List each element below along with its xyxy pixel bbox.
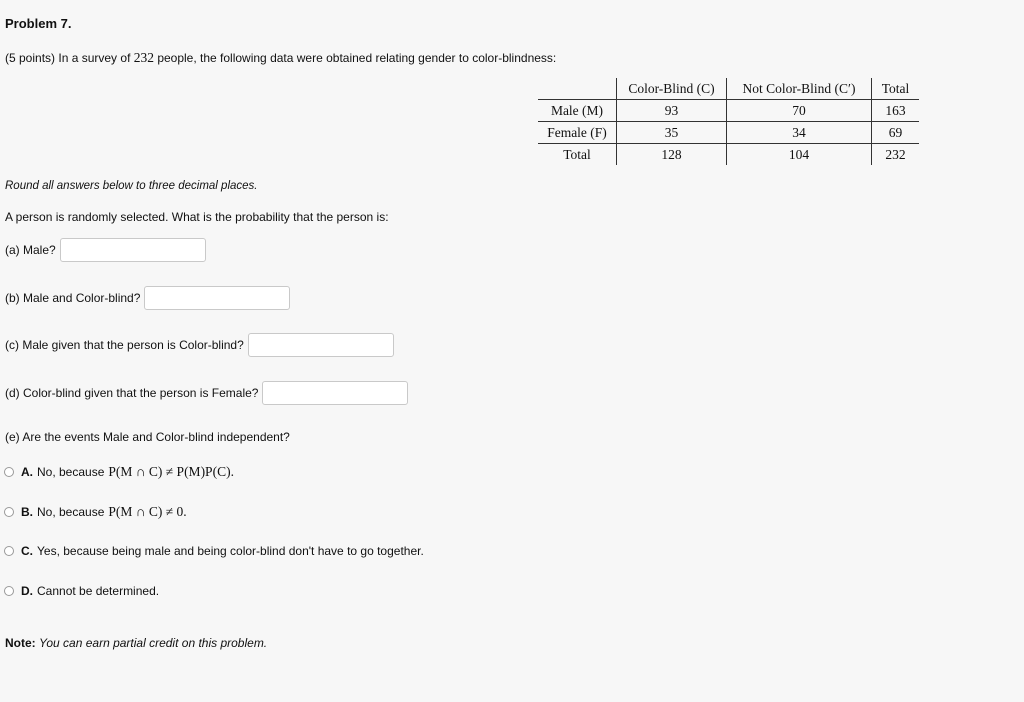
rounding-instruction: Round all answers below to three decimal places. bbox=[5, 180, 258, 192]
table-cell: 69 bbox=[872, 122, 920, 144]
question-b bbox=[5, 286, 290, 310]
table-row bbox=[538, 100, 919, 122]
table-cell: 93 bbox=[617, 100, 727, 122]
problem-intro bbox=[5, 50, 556, 66]
table-row bbox=[538, 144, 919, 166]
question-e-label: (e) Are the events Male and Color-blind independent? bbox=[5, 430, 290, 444]
intro-text-after: people, the following data were obtained relating gender to color-blindness: bbox=[153, 51, 557, 65]
points-label: (5 points) bbox=[5, 51, 56, 65]
option-b-math: P(M ∩ C) ≠ 0. bbox=[108, 504, 187, 519]
option-b-letter: B. bbox=[21, 505, 33, 519]
table-cell: 70 bbox=[727, 100, 872, 122]
answer-c-input[interactable] bbox=[248, 333, 394, 357]
radio-b[interactable] bbox=[4, 507, 14, 517]
table-row-header: Total bbox=[538, 144, 617, 166]
table-row-header: Female (F) bbox=[538, 122, 617, 144]
partial-credit-note: Note: You can earn partial credit on this problem. bbox=[5, 636, 268, 650]
radio-d[interactable] bbox=[4, 586, 14, 596]
table-header-cell: Color-Blind (C) bbox=[617, 78, 727, 100]
radio-a[interactable] bbox=[4, 467, 14, 477]
option-c-letter: C. bbox=[21, 544, 33, 558]
option-d-text: Cannot be determined. bbox=[37, 584, 160, 598]
table-header-cell bbox=[538, 78, 617, 100]
note-text: You can earn partial credit on this problem. bbox=[39, 636, 268, 650]
option-a-text: No, because bbox=[37, 465, 105, 479]
question-b-label: (b) Male and Color-blind? bbox=[5, 291, 141, 305]
table-cell: 104 bbox=[727, 144, 872, 166]
question-a-label: (a) Male? bbox=[5, 243, 56, 257]
answer-d-input[interactable] bbox=[262, 381, 408, 405]
table-row bbox=[538, 122, 919, 144]
table-header-cell: Not Color-Blind (C′) bbox=[727, 78, 872, 100]
option-b-text: No, because bbox=[37, 505, 105, 519]
contingency-table bbox=[538, 78, 919, 165]
question-c-label: (c) Male given that the person is Color-blind? bbox=[5, 338, 244, 352]
question-c bbox=[5, 333, 394, 357]
option-a-math: P(M ∩ C) ≠ P(M)P(C). bbox=[108, 464, 234, 479]
option-a-letter: A. bbox=[21, 465, 33, 479]
problem-title: Problem 7. bbox=[5, 16, 72, 31]
intro-text-before: In a survey of bbox=[55, 51, 134, 65]
question-e bbox=[5, 430, 290, 444]
table-cell: 35 bbox=[617, 122, 727, 144]
table-cell: 34 bbox=[727, 122, 872, 144]
table-cell: 232 bbox=[872, 144, 920, 166]
option-d-letter: D. bbox=[21, 584, 33, 598]
answer-a-input[interactable] bbox=[60, 238, 206, 262]
radio-c[interactable] bbox=[4, 546, 14, 556]
question-prompt: A person is randomly selected. What is the probability that the person is: bbox=[5, 210, 389, 224]
answer-b-input[interactable] bbox=[144, 286, 290, 310]
table-cell: 163 bbox=[872, 100, 920, 122]
option-c[interactable] bbox=[4, 544, 424, 558]
table-header-row bbox=[538, 78, 919, 100]
question-d bbox=[5, 381, 408, 405]
option-b[interactable] bbox=[4, 504, 187, 520]
question-a bbox=[5, 238, 206, 262]
note-label: Note bbox=[5, 636, 32, 650]
table-header-cell: Total bbox=[872, 78, 920, 100]
question-d-label: (d) Color-blind given that the person is Female? bbox=[5, 386, 259, 400]
option-d[interactable] bbox=[4, 584, 159, 598]
option-c-text: Yes, because being male and being color-blind don't have to go together. bbox=[37, 544, 424, 558]
table-row-header: Male (M) bbox=[538, 100, 617, 122]
option-a[interactable] bbox=[4, 464, 234, 480]
table-cell: 128 bbox=[617, 144, 727, 166]
survey-count: 232 bbox=[133, 50, 154, 65]
